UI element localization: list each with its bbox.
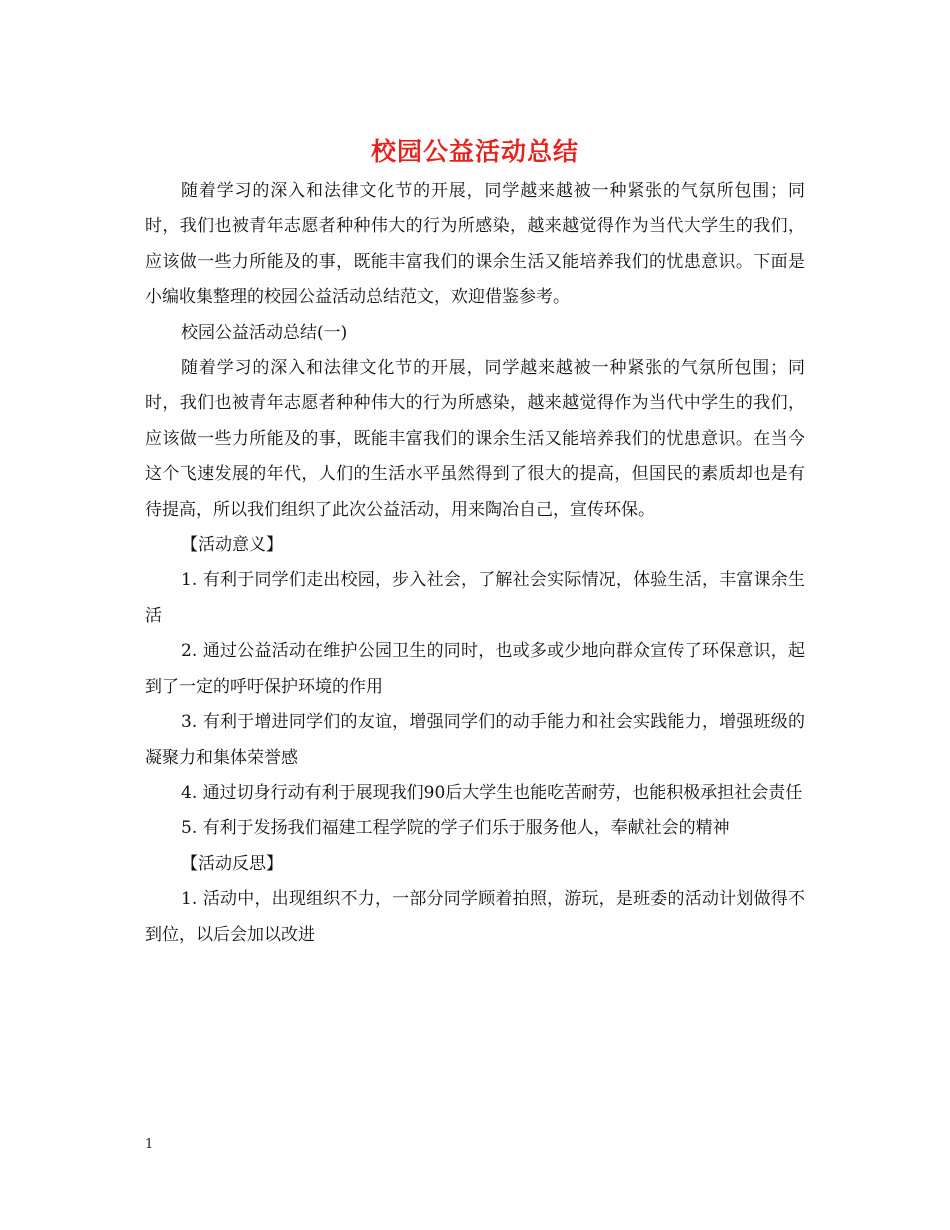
section-heading-reflection: 【活动反思】: [181, 853, 283, 874]
document-body: [145, 174, 805, 953]
list-item: 1. 有利于同学们走出校园，步入社会，了解社会实际情况，体验生活，丰富课余生活: [145, 570, 805, 626]
page-number: 1: [145, 1137, 154, 1152]
list-item: 4. 通过切身行动有利于展现我们90后大学生也能吃苦耐劳，也能积极承担社会责任: [181, 782, 803, 803]
list-item: 2. 通过公益活动在维护公园卫生的同时，也或多或少地向群众宣传了环保意识，起到了一定的呼吁保护环境的作用: [145, 641, 805, 697]
intro-paragraph: 随着学习的深入和法律文化节的开展，同学越来越被一种紧张的气氛所包围；同时，我们也被青年志愿者种种伟大的行为所感染，越来越觉得作为当代大学生的我们，应该做一些力所能及的事，既能丰富我们的课余生活又能培养我们的忧患意识。下面是小编收集整理的校园公益活动总结范文，欢迎借鉴参考。: [145, 181, 805, 308]
list-item: 3. 有利于增进同学们的友谊，增强同学们的动手能力和社会实践能力，增强班级的凝聚力和集体荣誉感: [145, 712, 805, 768]
section-heading-significance: 【活动意义】: [181, 535, 283, 556]
list-item: 5. 有利于发扬我们福建工程学院的学子们乐于服务他人，奉献社会的精神: [181, 818, 730, 839]
section-heading: 校园公益活动总结(一): [181, 322, 348, 343]
document-title: 校园公益活动总结: [370, 137, 579, 166]
list-item: 1. 活动中，出现组织不力，一部分同学顾着拍照，游玩，是班委的活动计划做得不到位，以后会加以改进: [145, 889, 805, 945]
body-paragraph: 随着学习的深入和法律文化节的开展，同学越来越被一种紧张的气氛所包围；同时，我们也被青年志愿者种种伟大的行为所感染，越来越觉得作为当代中学生的我们，应该做一些力所能及的事，既能丰富我们的课余生活又能培养我们的忧患意识。在当今这个飞速发展的年代，人们的生活水平虽然得到了很大的提高，但国民的素质却也是有待提高，所以我们组织了此次公益活动，用来陶冶自己，宣传环保。: [145, 358, 805, 520]
